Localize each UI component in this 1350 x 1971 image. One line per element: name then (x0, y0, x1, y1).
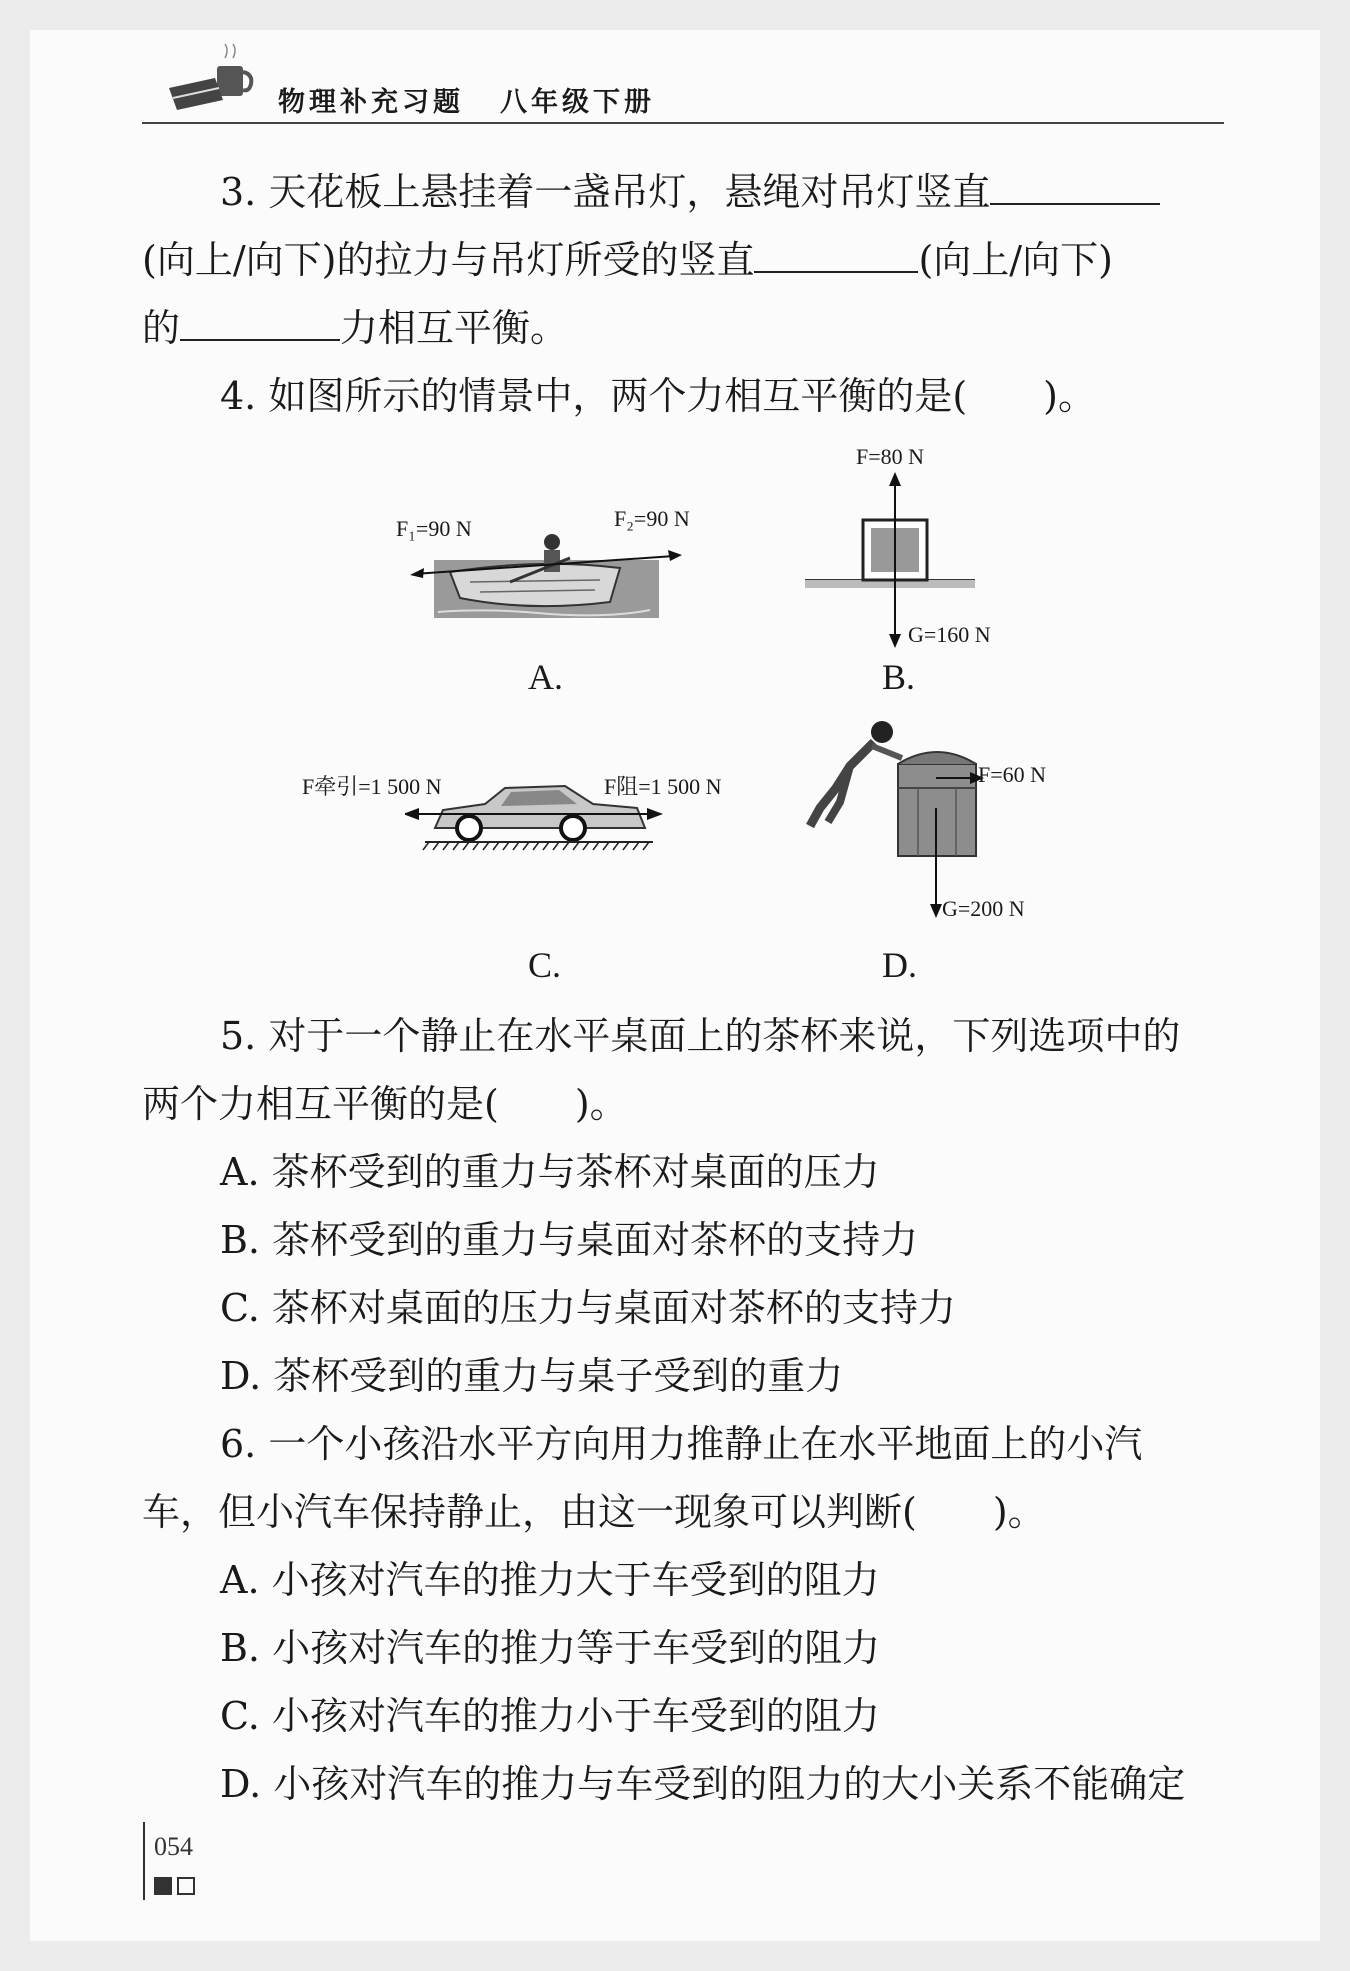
q5-stem-2: 两个力相互平衡的是( )。 (142, 1082, 628, 1126)
q3-line2: (向上/向下)的拉力与吊灯所受的竖直 (向上/向下) (142, 238, 1113, 282)
book-title: 物理补充习题 (278, 87, 464, 118)
q3-line3: 的 力相互平衡。 (142, 306, 569, 350)
page-number: 054 (154, 1832, 193, 1861)
q5-option-d[interactable]: D. 茶杯受到的重力与桌子受到的重力 (220, 1354, 844, 1398)
figure-c-label: C. (528, 945, 562, 985)
footer-bar (143, 1822, 145, 1900)
q6-stem-1: 6. 一个小孩沿水平方向用力推静止在水平地面上的小汽 (220, 1422, 1143, 1466)
q4-stem: 4. 如图所示的情景中，两个力相互平衡的是( )。 (220, 374, 1096, 418)
header-divider (142, 122, 1224, 124)
figure-a-label: A. (528, 657, 563, 697)
book-and-cup-icon (165, 38, 255, 118)
q5-option-b[interactable]: B. 茶杯受到的重力与桌面对茶杯的支持力 (220, 1218, 919, 1262)
figure-d-force-label: F=60 N (978, 762, 1047, 787)
header-title (278, 80, 691, 119)
q6-option-c[interactable]: C. 小孩对汽车的推力小于车受到的阻力 (220, 1694, 880, 1738)
filled-square-icon (154, 1877, 172, 1895)
grade-label: 八年级下册 (500, 87, 655, 118)
figure-a-force-2-label: F₂=90 N (614, 506, 690, 531)
q6-option-d[interactable]: D. 小孩对汽车的推力与车受到的阻力的大小关系不能确定 (220, 1762, 1186, 1806)
q6-option-b[interactable]: B. 小孩对汽车的推力等于车受到的阻力 (220, 1626, 881, 1670)
figure-c-resistance-label: F阻=1 500 N (604, 774, 722, 799)
figure-d-label: D. (882, 945, 917, 985)
q5-option-a[interactable]: A. 茶杯受到的重力与茶杯对桌面的压力 (220, 1150, 880, 1194)
figure-c-traction-label: F牵引=1 500 N (302, 774, 442, 799)
q3-blank-2[interactable] (754, 237, 918, 273)
q3-line1: 3. 天花板上悬挂着一盏吊灯，悬绳对吊灯竖直 (220, 168, 1160, 216)
q3-blank-1[interactable] (990, 169, 1160, 205)
q6-option-a[interactable]: A. 小孩对汽车的推力大于车受到的阻力 (220, 1558, 880, 1602)
q3-blank-3[interactable] (180, 305, 340, 341)
figure-b-label: B. (882, 657, 916, 697)
q5-option-c[interactable]: C. 茶杯对桌面的压力与桌面对茶杯的支持力 (220, 1286, 956, 1330)
figure-a-force-1-label: F₁=90 N (396, 516, 472, 541)
q6-stem-2: 车，但小汽车保持静止，由这一现象可以判断( )。 (142, 1490, 1046, 1534)
figure-b-force-label: F=80 N (856, 444, 925, 469)
figure-d-gravity-label: G=200 N (942, 896, 1025, 921)
q5-stem-1: 5. 对于一个静止在水平桌面上的茶杯来说，下列选项中的 (220, 1014, 1181, 1058)
figure-b-gravity-label: G=160 N (908, 622, 991, 647)
empty-square-icon (177, 1877, 195, 1895)
